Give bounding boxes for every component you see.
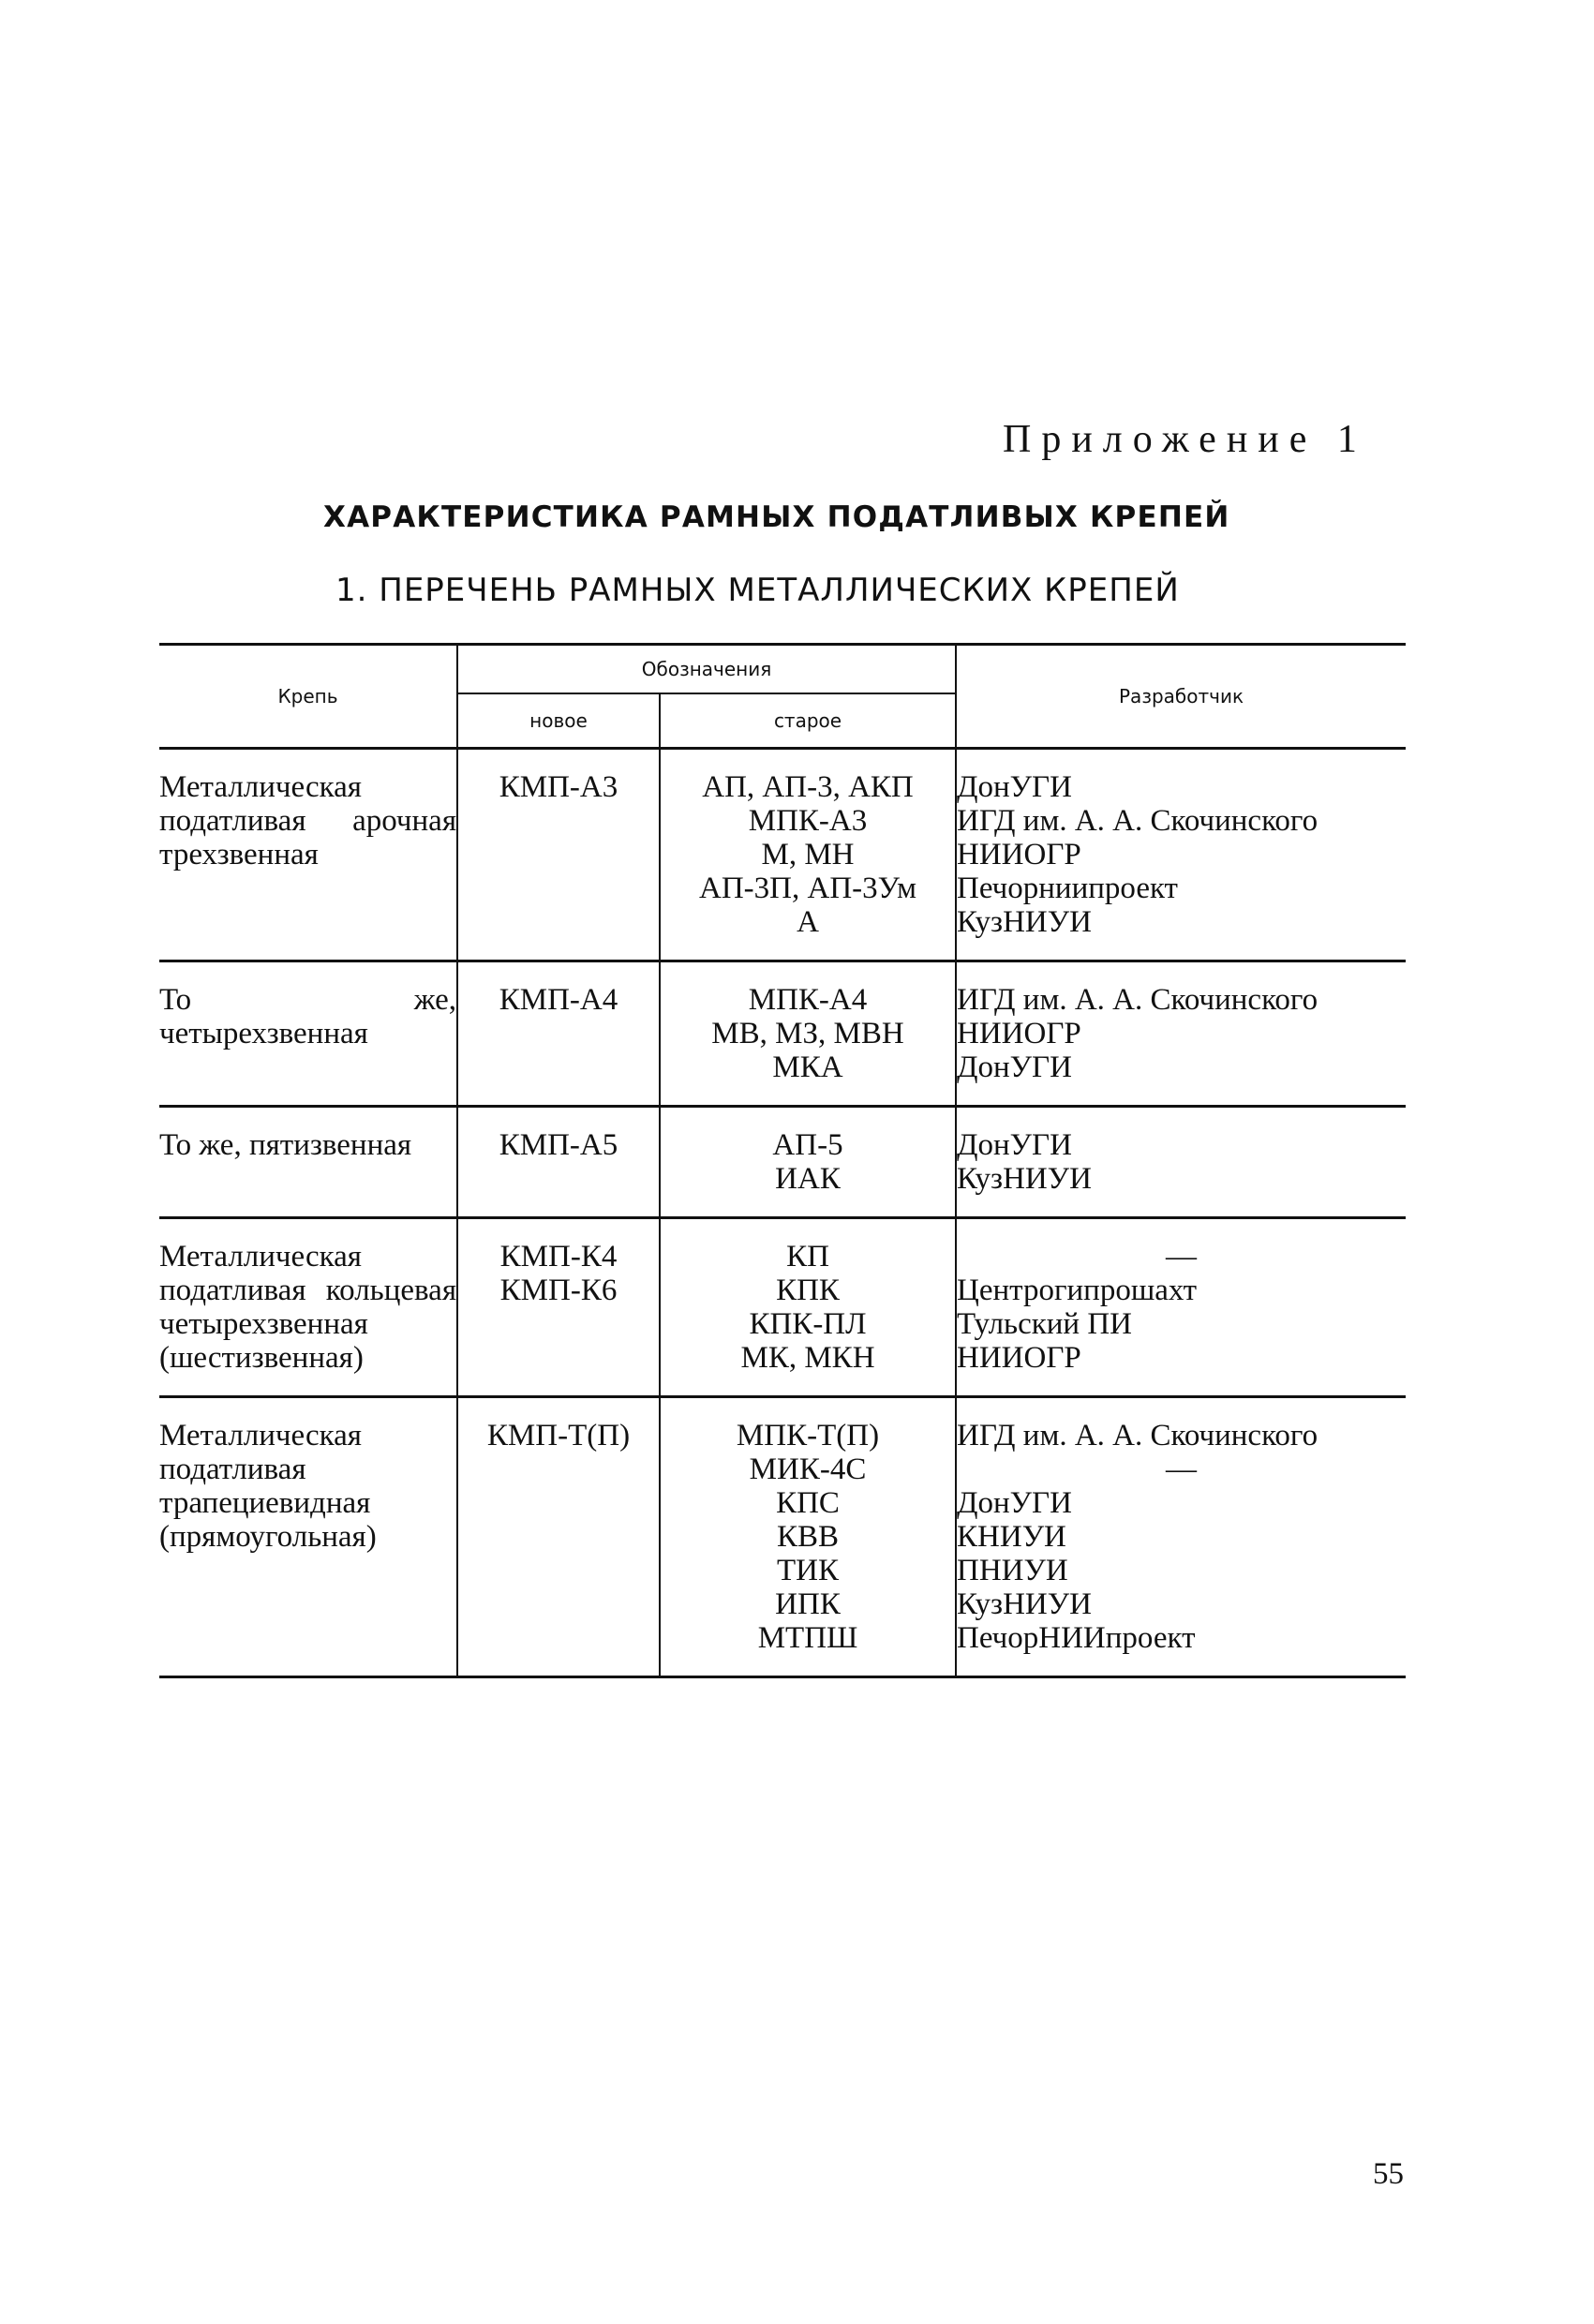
old-designation-cell: КП КПК КПК-ПЛ МК, МКН <box>660 1218 956 1397</box>
table-row <box>159 1218 1406 1397</box>
krep-cell: То же, пятизвенная <box>159 1107 457 1218</box>
section-title: 1. ПЕРЕЧЕНЬ РАМНЫХ МЕТАЛЛИЧЕСКИХ КРЕПЕЙ <box>335 572 1180 609</box>
old-designation-cell: МПК-Т(П) МИК-4С КПС КВВ ТИК ИПК МТПШ <box>660 1397 956 1677</box>
table-row <box>159 1107 1406 1218</box>
old-designation-cell: АП, АП-3, АКП МПК-А3 М, МН АП-3П, АП-3Ум А <box>660 749 956 961</box>
developer-cell: ДонУГИ ИГД им. А. А. Скочинского НИИОГР Печорниипроект КузНИУИ <box>956 749 1406 961</box>
table-row <box>159 749 1406 961</box>
developer-cell: — Центрогипрошахт Тульский ПИ НИИОГР <box>956 1218 1406 1397</box>
new-designation-cell: КМП-К4 КМП-К6 <box>457 1218 660 1397</box>
krep-cell: То же, четырехзвенная <box>159 961 457 1107</box>
developer-cell: ИГД им. А. А. Скочинского НИИОГР ДонУГИ <box>956 961 1406 1107</box>
new-designation-cell: КМП-А3 <box>457 749 660 961</box>
new-designation-cell: КМП-А5 <box>457 1107 660 1218</box>
old-designation-cell: МПК-А4 МВ, МЗ, МВН МКА <box>660 961 956 1107</box>
developer-cell: ДонУГИ КузНИУИ <box>956 1107 1406 1218</box>
krep-cell: Металлическая податливая арочная трехзвенная <box>159 749 457 961</box>
new-designation-cell: КМП-Т(П) <box>457 1397 660 1677</box>
developer-cell: ИГД им. А. А. Скочинского — ДонУГИ КНИУИ ПНИУИ КузНИУИ ПечорНИИпроект <box>956 1397 1406 1677</box>
appendix-label: Приложение 1 <box>1003 418 1367 461</box>
document-title: ХАРАКТЕРИСТИКА РАМНЫХ ПОДАТЛИВЫХ КРЕПЕЙ <box>323 500 1230 534</box>
table-row <box>159 961 1406 1107</box>
header-staroe: старое <box>660 693 956 748</box>
header-novoe: новое <box>457 693 660 748</box>
header-oboznacheniya: Обозначения <box>457 645 956 694</box>
krep-cell: Металлическая податливая трапециевидная (прямоугольная) <box>159 1397 457 1677</box>
old-designation-cell: АП-5 ИАК <box>660 1107 956 1218</box>
table-row <box>159 1397 1406 1677</box>
header-razrabotchik: Разработчик <box>956 645 1406 749</box>
header-krep: Крепь <box>159 645 457 749</box>
krep-cell: Металлическая податливая кольцевая четырехзвенная (шестизвенная) <box>159 1218 457 1397</box>
supports-table <box>159 643 1406 1678</box>
new-designation-cell: КМП-А4 <box>457 961 660 1107</box>
page-number: 55 <box>1373 2157 1404 2191</box>
